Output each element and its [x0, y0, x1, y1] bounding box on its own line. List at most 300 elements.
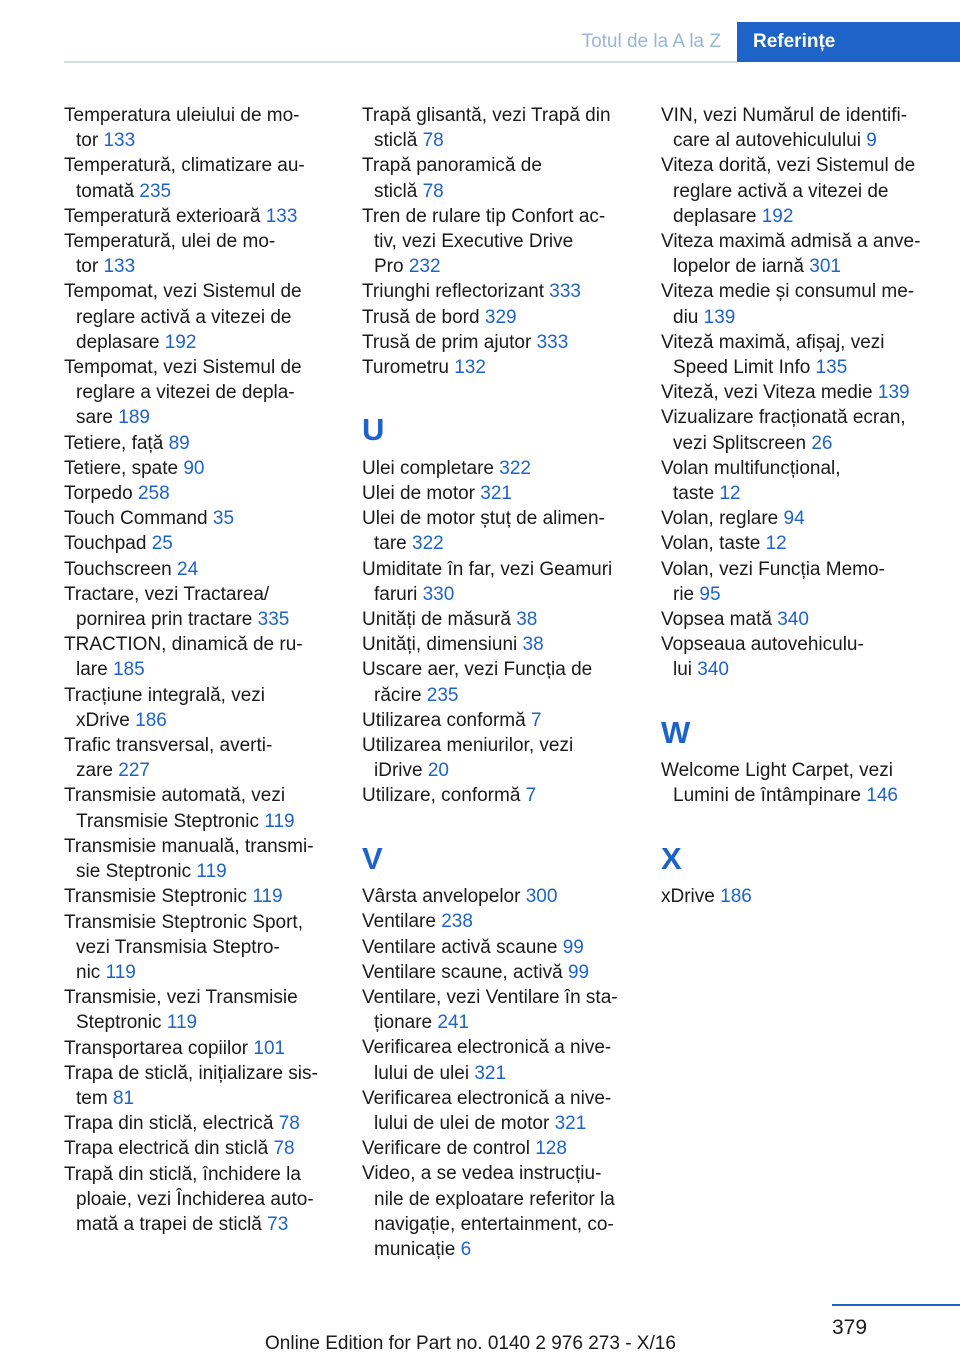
- index-entry-text: Trusă de prim ajutor: [362, 331, 532, 353]
- page-reference-link[interactable]: 12: [765, 533, 787, 555]
- index-entry-line: [64, 1036, 334, 1061]
- index-entry-line: [64, 179, 334, 204]
- page-reference-link[interactable]: 128: [535, 1138, 567, 1160]
- section-spacer: [362, 809, 632, 834]
- index-entry-text: tem: [76, 1087, 108, 1109]
- index-entry-line: [661, 783, 933, 808]
- page-reference-link[interactable]: 333: [549, 281, 581, 303]
- index-entry: [661, 557, 933, 607]
- index-entry-text: Tractare, vezi Tractarea/: [64, 583, 270, 605]
- index-entry-text: Ulei completare: [362, 457, 494, 479]
- index-entry-text: zare: [76, 760, 113, 782]
- page-reference-link[interactable]: 132: [454, 357, 486, 379]
- index-entry-text: Viteză maximă, afișaj, vezi: [661, 331, 885, 353]
- index-entry-line: [661, 279, 933, 304]
- index-entry-text: municație: [374, 1239, 456, 1261]
- index-entry-text: Touchpad: [64, 533, 147, 555]
- page-reference-link[interactable]: 78: [278, 1113, 300, 1135]
- index-entry-line: [661, 229, 933, 254]
- index-entry-line: [64, 1086, 334, 1111]
- index-entry-line: [362, 456, 632, 481]
- page-reference-link[interactable]: 227: [118, 760, 150, 782]
- index-entry-text: Viteza maximă admisă a anve-: [661, 231, 921, 253]
- page-reference-link[interactable]: 119: [264, 810, 295, 832]
- index-entry-text: Torpedo: [64, 483, 133, 505]
- index-entry-line: [64, 103, 334, 128]
- index-entry-line: [64, 1187, 334, 1212]
- index-entry-text: Verificare de control: [362, 1138, 530, 1160]
- page-reference-link[interactable]: 329: [484, 306, 517, 328]
- index-entry-text: Transmisie, vezi Transmisie: [64, 987, 298, 1009]
- index-entry: [64, 481, 334, 506]
- page-reference-link[interactable]: 95: [699, 583, 721, 605]
- page-reference-link[interactable]: 241: [437, 1012, 470, 1034]
- index-column-3: [661, 103, 933, 909]
- page-reference-link[interactable]: 133: [103, 130, 136, 152]
- index-entry-text: Unități, dimensiuni: [362, 634, 518, 656]
- page-reference-link[interactable]: 335: [257, 609, 290, 631]
- index-entry-line: [661, 884, 933, 909]
- index-entry-text: Volan multifuncțional,: [661, 457, 841, 479]
- index-entry: [661, 758, 933, 808]
- page-reference-link[interactable]: 186: [720, 886, 752, 908]
- page-reference-link[interactable]: 300: [525, 886, 558, 908]
- index-entry-line: [64, 229, 334, 254]
- index-entry: [64, 582, 334, 632]
- index-entry-line: [661, 380, 933, 405]
- page-reference-link[interactable]: 321: [474, 1062, 507, 1084]
- index-entry-line: [362, 1035, 632, 1060]
- index-entry-line: [362, 1111, 632, 1136]
- index-entry-line: [64, 910, 334, 935]
- index-entry-line: [362, 783, 632, 808]
- index-entry-text: tomată: [76, 180, 135, 202]
- index-entry-text: Trusă de bord: [362, 306, 480, 328]
- page-reference-link[interactable]: 38: [516, 609, 538, 631]
- index-entry-text: tor: [76, 130, 99, 152]
- index-entry-text: Triunghi reflectorizant: [362, 281, 544, 303]
- page-reference-link[interactable]: 78: [422, 180, 444, 202]
- index-entry-line: [362, 632, 632, 657]
- index-entry-line: [362, 330, 632, 355]
- index-entry-text: Temperatură, ulei de mo-: [64, 231, 276, 253]
- index-entry-line: [362, 128, 632, 153]
- index-entry: [362, 506, 632, 556]
- index-entry-line: [64, 506, 334, 531]
- index-entry: [661, 456, 933, 506]
- section-spacer: [661, 809, 933, 834]
- index-entry: [362, 481, 632, 506]
- page-reference-link[interactable]: 340: [697, 659, 729, 681]
- index-entry-line: [362, 582, 632, 607]
- index-entry-text: Trapă din sticlă, închidere la: [64, 1163, 301, 1185]
- index-entry-line: [64, 531, 334, 556]
- page-reference-link[interactable]: 20: [427, 760, 449, 782]
- page-reference-link[interactable]: 139: [703, 306, 736, 328]
- page-reference-link[interactable]: 139: [877, 382, 910, 404]
- index-entry-line: [362, 960, 632, 985]
- page-reference-link[interactable]: 24: [177, 558, 199, 580]
- page-reference-link[interactable]: 119: [105, 961, 136, 983]
- section-spacer: [362, 380, 632, 405]
- index-entry-text: Volan, reglare: [661, 508, 779, 530]
- index-entry-line: [64, 657, 334, 682]
- page-reference-link[interactable]: 7: [525, 785, 537, 807]
- index-entry-text: răcire: [374, 684, 422, 706]
- page-reference-link[interactable]: 78: [422, 130, 444, 152]
- index-entry-line: [362, 506, 632, 531]
- index-entry-line: [64, 884, 334, 909]
- index-entry-text: xDrive: [76, 709, 130, 731]
- index-entry: [661, 884, 933, 909]
- index-entry-text: Viteza medie și consumul me-: [661, 281, 915, 303]
- index-entry-line: [64, 1061, 334, 1086]
- page-reference-link[interactable]: 73: [267, 1213, 289, 1235]
- index-entry-text: Tetiere, față: [64, 432, 164, 454]
- index-entry-line: [661, 330, 933, 355]
- page-reference-link[interactable]: 90: [183, 457, 205, 479]
- index-entry: [362, 153, 632, 203]
- index-entry-text: sie Steptronic: [76, 861, 192, 883]
- index-entry: [661, 229, 933, 279]
- index-entry: [362, 607, 632, 632]
- index-entry-line: [661, 254, 933, 279]
- index-entry-text: deplasare: [673, 205, 757, 227]
- index-entry-text: Volan, taste: [661, 533, 761, 555]
- index-entry-line: [64, 859, 334, 884]
- index-entry-line: [64, 935, 334, 960]
- index-entry: [362, 1035, 632, 1085]
- page-reference-link[interactable]: 81: [112, 1087, 135, 1109]
- index-entry-text: reglare a vitezei de depla-: [76, 382, 295, 404]
- index-entry-line: [64, 330, 334, 355]
- index-entry: [661, 405, 933, 455]
- index-entry: [64, 557, 334, 582]
- index-entry-line: [362, 179, 632, 204]
- index-entry: [661, 279, 933, 329]
- index-entry-line: [64, 405, 334, 430]
- page-reference-link[interactable]: 321: [480, 483, 512, 505]
- index-entry-text: Viteza dorită, vezi Sistemul de: [661, 155, 916, 177]
- index-entry-text: Volan, vezi Funcția Memo-: [661, 558, 885, 580]
- page-reference-link[interactable]: 99: [562, 936, 584, 958]
- index-entry-line: [362, 229, 632, 254]
- page-reference-link[interactable]: 238: [441, 911, 473, 933]
- index-letter-heading: V: [362, 840, 383, 876]
- index-entry-text: Trapa electrică din sticlă: [64, 1138, 269, 1160]
- index-entry-text: Lumini de întâmpinare: [673, 785, 861, 807]
- page-reference-link[interactable]: 89: [168, 432, 190, 454]
- index-entry: [362, 632, 632, 657]
- page-reference-link[interactable]: 333: [536, 331, 569, 353]
- index-entry: [661, 103, 933, 153]
- index-entry-text: Verificarea electronică a nive-: [362, 1037, 612, 1059]
- page-reference-link[interactable]: 6: [460, 1239, 472, 1261]
- index-entry-text: xDrive: [661, 886, 715, 908]
- page-reference-link[interactable]: 186: [135, 709, 167, 731]
- index-entry-line: [64, 1010, 334, 1035]
- page-reference-link[interactable]: 146: [866, 785, 898, 807]
- index-entry-text: Steptronic: [76, 1012, 162, 1034]
- index-entry-text: tiv, vezi Executive Drive: [374, 231, 574, 253]
- index-entry-text: Trapă panoramică de: [362, 155, 542, 177]
- index-entry: [64, 910, 334, 986]
- page-reference-link[interactable]: 330: [422, 583, 455, 605]
- section-spacer: [661, 683, 933, 708]
- index-entry-text: pornirea prin tractare: [76, 609, 253, 631]
- index-entry-text: VIN, vezi Numărul de identifi-: [661, 105, 908, 126]
- index-entry-text: Transmisie Steptronic: [76, 810, 260, 832]
- index-entry-text: Trafic transversal, averti-: [64, 735, 273, 757]
- chapter-tab[interactable]: Referințe: [737, 22, 960, 62]
- page-reference-link[interactable]: 12: [719, 483, 741, 505]
- index-entry-line: [362, 305, 632, 330]
- index-entry: [64, 103, 334, 153]
- index-letter-heading: U: [362, 412, 385, 448]
- index-entry-text: mată a trapei de sticlă: [76, 1213, 262, 1235]
- index-entry: [64, 153, 334, 203]
- page-reference-link[interactable]: 35: [212, 508, 235, 530]
- index-entry-text: Transmisie manuală, transmi-: [64, 835, 314, 857]
- index-entry-line: [661, 405, 933, 430]
- index-entry-text: Temperatură, climatizare au-: [64, 155, 305, 177]
- index-entry-line: [64, 279, 334, 304]
- page-reference-link[interactable]: 7: [530, 709, 542, 731]
- page-reference-link[interactable]: 232: [408, 256, 441, 278]
- index-entry-line: [64, 1162, 334, 1187]
- index-entry-line: [64, 607, 334, 632]
- index-entry: [64, 1036, 334, 1061]
- index-letter-heading: X: [661, 840, 682, 876]
- index-entry-text: vezi Transmisia Steptro-: [76, 936, 280, 958]
- index-entry-line: [661, 657, 933, 682]
- index-entry-text: rie: [673, 583, 695, 605]
- page-reference-link[interactable]: 101: [253, 1037, 286, 1059]
- index-entry-text: diu: [673, 306, 699, 328]
- index-entry: [64, 456, 334, 481]
- index-entry: [64, 683, 334, 733]
- index-entry-line: [64, 355, 334, 380]
- index-entry-line: [64, 456, 334, 481]
- page-reference-link[interactable]: 133: [265, 205, 298, 227]
- page-reference-link[interactable]: 38: [522, 634, 544, 656]
- index-entry-text: faruri: [374, 583, 418, 605]
- index-entry-line: [661, 557, 933, 582]
- index-entry-line: [64, 683, 334, 708]
- index-entry-text: nic: [76, 961, 101, 983]
- index-entry-line: [362, 1161, 632, 1186]
- index-entry-text: Ulei de motor ștuț de alimen-: [362, 508, 605, 530]
- page-reference-link[interactable]: 135: [815, 357, 848, 379]
- index-entry-text: Transmisie Steptronic Sport,: [64, 911, 303, 933]
- index-entry: [661, 632, 933, 682]
- index-entry: [362, 1136, 632, 1161]
- page-reference-link[interactable]: 119: [196, 861, 227, 883]
- index-entry-text: Vopseaua autovehiculu-: [661, 634, 864, 656]
- page-header: [0, 22, 960, 62]
- index-entry-text: lui: [673, 659, 693, 681]
- page-reference-link[interactable]: 99: [567, 961, 590, 983]
- page-reference-link[interactable]: 119: [166, 1012, 198, 1034]
- index-entry-line: [661, 607, 933, 632]
- index-entry-text: taste: [673, 483, 715, 505]
- index-entry-line: [64, 758, 334, 783]
- index-entry-line: [64, 809, 334, 834]
- page-reference-link[interactable]: 189: [118, 407, 150, 429]
- index-entry: [64, 1111, 334, 1136]
- index-entry-text: Viteză, vezi Viteza medie: [661, 382, 873, 404]
- index-entry-text: ționare: [374, 1012, 433, 1034]
- index-entry-line: [362, 683, 632, 708]
- index-entry: [362, 960, 632, 985]
- index-entry-text: Utilizarea conformă: [362, 709, 526, 731]
- index-entry-text: nile de exploatare referitor la: [374, 1188, 615, 1210]
- index-entry-text: lului de ulei: [374, 1062, 470, 1084]
- page-reference-link[interactable]: 185: [112, 659, 145, 681]
- index-entry-line: [362, 733, 632, 758]
- index-entry-text: iDrive: [374, 760, 423, 782]
- index-entry-text: Tren de rulare tip Confort ac-: [362, 205, 606, 227]
- index-entry-line: [661, 531, 933, 556]
- index-entry-line: [64, 557, 334, 582]
- index-entry-line: [64, 632, 334, 657]
- index-entry: [661, 153, 933, 229]
- index-entry-line: [362, 1187, 632, 1212]
- page-reference-link[interactable]: 25: [151, 533, 173, 555]
- index-entry: [64, 733, 334, 783]
- index-entry-text: sare: [76, 407, 113, 429]
- page-reference-link[interactable]: 301: [809, 256, 841, 278]
- page-reference-link[interactable]: 133: [103, 256, 136, 278]
- index-entry-text: sticlă: [374, 130, 418, 152]
- index-entry-line: [362, 1212, 632, 1237]
- page-reference-link[interactable]: 94: [783, 508, 805, 530]
- index-entry-text: Transmisie Steptronic: [64, 886, 248, 908]
- index-entry-text: Vopsea mată: [661, 609, 772, 631]
- index-entry-line: [362, 758, 632, 783]
- index-entry-text: Turometru: [362, 357, 449, 379]
- page-reference-link[interactable]: 321: [554, 1113, 587, 1135]
- index-entry-text: Utilizare, conformă: [362, 785, 521, 807]
- index-entry-line: [362, 657, 632, 682]
- index-entry: [362, 733, 632, 783]
- index-entry: [64, 632, 334, 682]
- index-entry: [362, 657, 632, 707]
- index-entry: [64, 783, 334, 833]
- page-reference-link[interactable]: 9: [866, 130, 877, 152]
- index-entry-text: lare: [76, 659, 108, 681]
- index-entry-line: [64, 380, 334, 405]
- index-entry-text: Tempomat, vezi Sistemul de: [64, 281, 302, 303]
- footer-divider: [832, 1304, 960, 1306]
- index-entry-text: Utilizarea meniurilor, vezi: [362, 735, 574, 757]
- index-entry-text: Umiditate în far, vezi Geamuri: [362, 558, 613, 580]
- page-reference-link[interactable]: 192: [761, 205, 794, 227]
- index-entry-line: [64, 128, 334, 153]
- index-entry-line: [362, 884, 632, 909]
- index-entry: [362, 103, 632, 153]
- index-entry-line: [362, 153, 632, 178]
- index-entry-text: sticlă: [374, 180, 418, 202]
- index-entry-line: [362, 1136, 632, 1161]
- index-entry: [64, 431, 334, 456]
- index-entry-line: [64, 481, 334, 506]
- index-entry-line: [64, 1212, 334, 1237]
- index-entry-line: [362, 607, 632, 632]
- index-entry-text: reglare activă a vitezei de: [673, 180, 889, 202]
- index-entry: [362, 1161, 632, 1262]
- page-reference-link[interactable]: 192: [164, 331, 197, 353]
- index-entry: [362, 783, 632, 808]
- index-entry-line: [362, 909, 632, 934]
- index-entry-line: [661, 204, 933, 229]
- index-entry-text: Temperatură exterioară: [64, 205, 261, 227]
- index-entry: [362, 935, 632, 960]
- index-entry: [362, 884, 632, 909]
- index-entry-line: [64, 1136, 334, 1161]
- index-entry-text: TRACTION, dinamică de ru-: [64, 634, 303, 656]
- page-reference-link[interactable]: 258: [137, 483, 170, 505]
- index-entry-text: Touch Command: [64, 508, 208, 530]
- index-entry-text: tare: [374, 533, 407, 555]
- index-entry-line: [64, 153, 334, 178]
- page-reference-link[interactable]: 322: [499, 457, 531, 479]
- index-entry-line: [661, 305, 933, 330]
- index-entry: [661, 330, 933, 380]
- index-entry-line: [64, 783, 334, 808]
- index-entry-text: Verificarea electronică a nive-: [362, 1087, 612, 1109]
- index-entry-text: ploaie, vezi Închiderea auto-: [76, 1188, 314, 1210]
- index-entry-line: [64, 254, 334, 279]
- index-entry-line: [661, 632, 933, 657]
- index-entry-line: [661, 431, 933, 456]
- index-entry-text: Vârsta anvelopelor: [362, 886, 521, 908]
- index-entry-line: [64, 733, 334, 758]
- page-reference-link[interactable]: 340: [777, 609, 809, 631]
- index-entry: [64, 279, 334, 355]
- page-reference-link[interactable]: 119: [252, 886, 283, 908]
- index-entry-line: [64, 582, 334, 607]
- index-entry-line: [661, 582, 933, 607]
- index-entry: [64, 531, 334, 556]
- index-entry: [362, 305, 632, 330]
- page-reference-link[interactable]: 235: [139, 180, 172, 202]
- index-column-2: [362, 103, 632, 1262]
- index-entry: [362, 204, 632, 280]
- page-reference-link[interactable]: 235: [426, 684, 459, 706]
- index-entry: [362, 279, 632, 304]
- index-entry: [64, 1136, 334, 1161]
- index-entry-text: Ventilare, vezi Ventilare în sta-: [362, 987, 618, 1009]
- index-entry-text: Speed Limit Info: [673, 357, 811, 379]
- page-reference-link[interactable]: 78: [273, 1138, 295, 1160]
- index-entry-text: Ventilare activă scaune: [362, 936, 558, 958]
- index-entry: [64, 884, 334, 909]
- index-entry-line: [64, 431, 334, 456]
- index-entry: [64, 1162, 334, 1238]
- index-entry-line: [661, 153, 933, 178]
- index-entry-text: deplasare: [76, 331, 160, 353]
- index-entry-line: [661, 506, 933, 531]
- index-entry-line: [64, 1111, 334, 1136]
- page-reference-link[interactable]: 26: [811, 432, 833, 454]
- page-reference-link[interactable]: 322: [412, 533, 444, 555]
- index-entry-text: care al autovehiculului: [673, 130, 862, 152]
- index-entry-text: Pro: [374, 256, 404, 278]
- page-number: 379: [832, 1316, 868, 1339]
- index-entry-text: tor: [76, 256, 99, 278]
- index-entry-line: [362, 204, 632, 229]
